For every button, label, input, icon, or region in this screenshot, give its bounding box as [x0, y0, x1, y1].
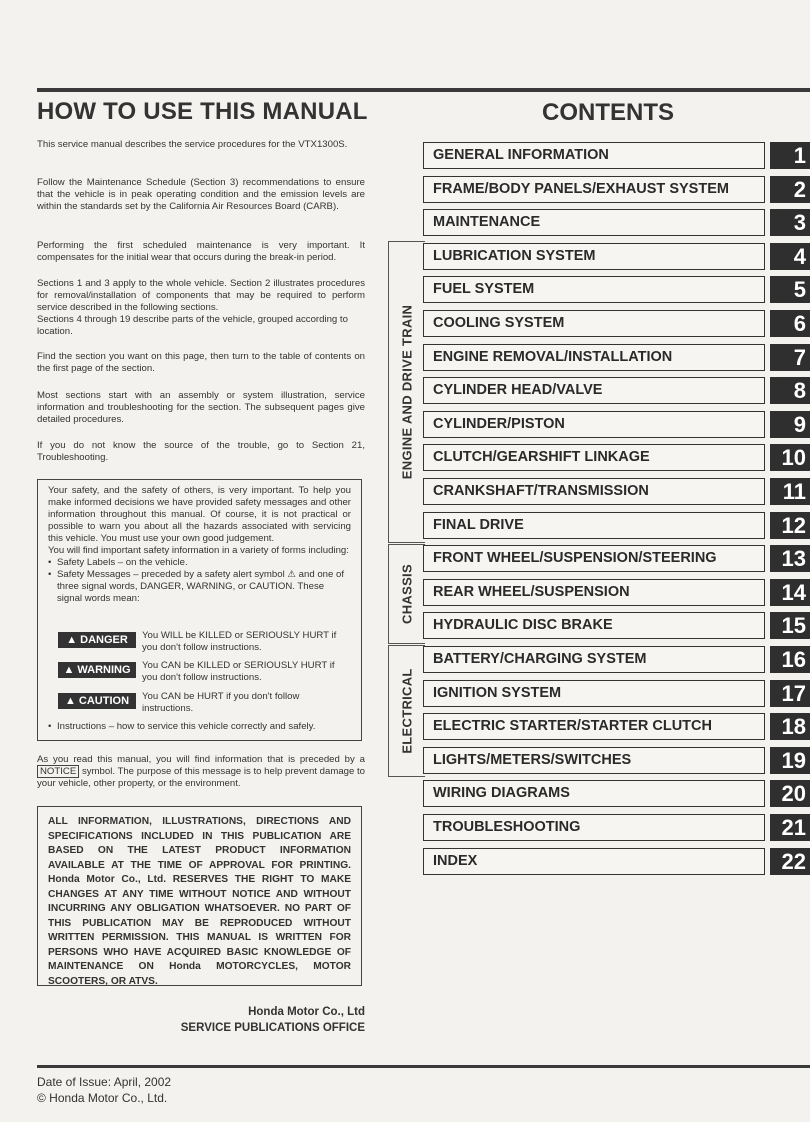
toc-entry[interactable]	[423, 341, 810, 374]
safety-bullet-messages	[48, 569, 351, 605]
toc-title: WIRING DIAGRAMS	[423, 780, 765, 807]
office-name: SERVICE PUBLICATIONS OFFICE	[180, 1022, 365, 1034]
toc-number: 2	[770, 176, 810, 203]
group-chassis	[388, 544, 425, 644]
toc-entry[interactable]	[423, 744, 810, 777]
signal-caution	[58, 691, 348, 717]
toc-number: 21	[770, 814, 810, 841]
toc-title: IGNITION SYSTEM	[423, 680, 765, 707]
warning-word: WARNING	[77, 664, 131, 676]
toc-number: 11	[770, 478, 810, 505]
safety-list	[48, 557, 351, 605]
toc-entry[interactable]	[423, 609, 810, 642]
notice-paragraph	[37, 754, 365, 790]
safety-bullet-labels: • Safety Labels – on the vehicle.	[48, 557, 351, 569]
toc-title: MAINTENANCE	[423, 209, 765, 236]
toc-title: FRONT WHEEL/SUSPENSION/STEERING	[423, 545, 765, 572]
toc-entry[interactable]	[423, 475, 810, 508]
caution-word: CAUTION	[78, 695, 130, 707]
section-structure-paragraph: Most sections start with an assembly or system illustration, service information and troubleshooting for the section. The subsequent pages give detailed procedures.	[37, 390, 365, 425]
safety-bullet-instructions: • Instructions – how to service this vehicle correctly and safely.	[48, 721, 315, 733]
toc-title: REAR WHEEL/SUSPENSION	[423, 579, 765, 606]
maintenance-paragraph: Follow the Maintenance Schedule (Section 3) recommendations to ensure that the vehicle is in peak operating condition and the emission levels are within the standards set by the California Air Resources Board (CARB).	[37, 177, 365, 212]
warning-label	[58, 662, 136, 678]
toc-entry[interactable]	[423, 811, 810, 844]
group-electrical-label: ELECTRICAL	[399, 668, 415, 754]
signal-warning	[58, 660, 348, 686]
toc-title: CRANKSHAFT/TRANSMISSION	[423, 478, 765, 505]
toc-entry[interactable]	[423, 273, 810, 306]
notice-post: symbol. The purpose of this message is to help prevent damage to your vehicle, other property, or the environment.	[37, 766, 366, 789]
toc-number: 14	[770, 579, 810, 606]
toc-number: 15	[770, 612, 810, 639]
alert-triangle-icon: ▲	[63, 664, 75, 676]
contents-heading: CONTENTS	[542, 99, 674, 126]
intro-paragraph: This service manual describes the service procedures for the VTX1300S.	[37, 139, 348, 150]
toc-title: FUEL SYSTEM	[423, 276, 765, 303]
troubleshooting-paragraph: If you do not know the source of the trouble, go to Section 21, Troubleshooting.	[37, 440, 365, 463]
toc-title: HYDRAULIC DISC BRAKE	[423, 612, 765, 639]
danger-description: You WILL be KILLED or SERIOUSLY HURT if you don't follow instructions.	[142, 630, 337, 653]
sections-paragraph: Sections 1 and 3 apply to the whole vehicle. Section 2 illustrates procedures for removal/installation of components that may be required to perform service described in the following sections.	[37, 278, 365, 313]
toc-entry[interactable]	[423, 643, 810, 676]
toc-number: 12	[770, 512, 810, 539]
toc-entry[interactable]	[423, 139, 810, 172]
copyright: © Honda Motor Co., Ltd.	[37, 1091, 168, 1105]
toc-number: 17	[770, 680, 810, 707]
toc-entry[interactable]	[423, 777, 810, 810]
toc-entry[interactable]	[423, 374, 810, 407]
toc-entry[interactable]	[423, 441, 810, 474]
toc-title: ENGINE REMOVAL/INSTALLATION	[423, 344, 765, 371]
safety-intro-2: You will find important safety information in a variety of forms including:	[48, 545, 349, 556]
warning-description: You CAN be KILLED or SERIOUSLY HURT if you don't follow instructions.	[142, 660, 335, 683]
toc-number: 10	[770, 444, 810, 471]
caution-label	[58, 693, 136, 709]
toc-number: 7	[770, 344, 810, 371]
toc-number: 3	[770, 209, 810, 236]
danger-word: DANGER	[80, 634, 128, 646]
publisher-signature	[181, 1004, 365, 1036]
toc-number: 1	[770, 142, 810, 169]
toc-number: 6	[770, 310, 810, 337]
toc-title: FINAL DRIVE	[423, 512, 765, 539]
group-electrical	[388, 645, 425, 777]
safety-alert-icon: ⚠	[287, 569, 296, 580]
safety-box	[37, 479, 362, 741]
toc-number: 8	[770, 377, 810, 404]
toc-title: CYLINDER HEAD/VALVE	[423, 377, 765, 404]
toc-entry[interactable]	[423, 307, 810, 340]
toc-entry[interactable]	[423, 206, 810, 239]
safety-bullet-messages-post: and one of three signal words, DANGER, WARNING, or CAUTION. These signal words mean:	[57, 569, 345, 604]
company-name: Honda Motor Co., Ltd	[248, 1006, 365, 1018]
toc-entry[interactable]	[423, 677, 810, 710]
group-engine-label: ENGINE AND DRIVE TRAIN	[399, 304, 415, 480]
toc-number: 9	[770, 411, 810, 438]
toc-number: 18	[770, 713, 810, 740]
toc-number: 20	[770, 780, 810, 807]
alert-triangle-icon: ▲	[64, 695, 76, 707]
toc-number: 16	[770, 646, 810, 673]
disclaimer-text: ALL INFORMATION, ILLUSTRATIONS, DIRECTIONS AND SPECIFICATIONS INCLUDED IN THIS PUBLICATION ARE BASED ON THE LATEST PRODUCT INFORMATION AVAILABLE AT THE TIME OF APPROVAL FOR PRINTING. Honda Motor Co., Ltd. RESERVES THE RIGHT TO MAKE CHANGES AT ANY TIME WITHOUT NOTICE AND WITHOUT INCURRING ANY OBLIGATION WHATSOEVER. NO PART OF THIS PUBLICATION MAY BE REPRODUCED WITHOUT WRITTEN PERMISSION. THIS MANUAL IS WRITTEN FOR PERSONS WHO HAVE ACQUIRED BASIC KNOWLEDGE OF MAINTENANCE ON Honda MOTORCYCLES, MOTOR SCOOTERS, OR ATVS.	[48, 816, 351, 987]
group-chassis-label: CHASSIS	[399, 564, 415, 624]
toc-title: BATTERY/CHARGING SYSTEM	[423, 646, 765, 673]
toc-title: CLUTCH/GEARSHIFT LINKAGE	[423, 444, 765, 471]
group-engine-drive-train	[388, 241, 425, 543]
toc-entry[interactable]	[423, 173, 810, 206]
toc-number: 5	[770, 276, 810, 303]
safety-list-instructions	[48, 721, 315, 733]
toc-number: 4	[770, 243, 810, 270]
toc-entry[interactable]	[423, 845, 810, 878]
toc-number: 22	[770, 848, 810, 875]
sections-location-paragraph: Sections 4 through 19 describe parts of the vehicle, grouped according to location.	[37, 314, 348, 337]
toc-number: 19	[770, 747, 810, 774]
toc-title: GENERAL INFORMATION	[423, 142, 765, 169]
notice-symbol: NOTICE	[37, 765, 79, 778]
first-maintenance-paragraph: Performing the first scheduled maintenance is very important. It compensates for the initial wear that occurs during the break-in period.	[37, 240, 365, 263]
toc-title: LIGHTS/METERS/SWITCHES	[423, 747, 765, 774]
toc-entry[interactable]	[423, 576, 810, 609]
toc-number: 13	[770, 545, 810, 572]
toc-title: CYLINDER/PISTON	[423, 411, 765, 438]
signal-danger	[58, 630, 348, 656]
top-rule	[37, 88, 810, 92]
toc-entry[interactable]	[423, 240, 810, 273]
manual-heading: HOW TO USE THIS MANUAL	[37, 98, 368, 125]
toc-title: INDEX	[423, 848, 765, 875]
toc-title: COOLING SYSTEM	[423, 310, 765, 337]
toc-title: TROUBLESHOOTING	[423, 814, 765, 841]
safety-intro: Your safety, and the safety of others, is very important. To help you make informed decisions we have provided safety messages and other information throughout this manual. Of course, it is not practical or possible to warn you about all the hazards associated with servicing this vehicle. You must use your own good judgement.	[48, 485, 351, 544]
find-section-paragraph: Find the section you want on this page, then turn to the table of contents on the first page of the section.	[37, 351, 365, 374]
safety-bullet-messages-pre: Safety Messages – preceded by a safety alert symbol	[57, 569, 285, 580]
toc-title: FRAME/BODY PANELS/EXHAUST SYSTEM	[423, 176, 765, 203]
disclaimer-box	[37, 806, 362, 986]
notice-pre: As you read this manual, you will find information that is preceded by a	[37, 754, 365, 765]
caution-description: You CAN be HURT if you don't follow instructions.	[142, 691, 300, 714]
toc-entry[interactable]	[423, 710, 810, 743]
issue-footer	[37, 1074, 171, 1106]
alert-triangle-icon: ▲	[66, 634, 78, 646]
issue-date: Date of Issue: April, 2002	[37, 1075, 172, 1089]
bottom-rule	[37, 1065, 810, 1068]
danger-label	[58, 632, 136, 648]
toc-title: ELECTRIC STARTER/STARTER CLUTCH	[423, 713, 765, 740]
toc-entry[interactable]	[423, 542, 810, 575]
toc-entry[interactable]	[423, 509, 810, 542]
toc-title: LUBRICATION SYSTEM	[423, 243, 765, 270]
toc-entry[interactable]	[423, 408, 810, 441]
